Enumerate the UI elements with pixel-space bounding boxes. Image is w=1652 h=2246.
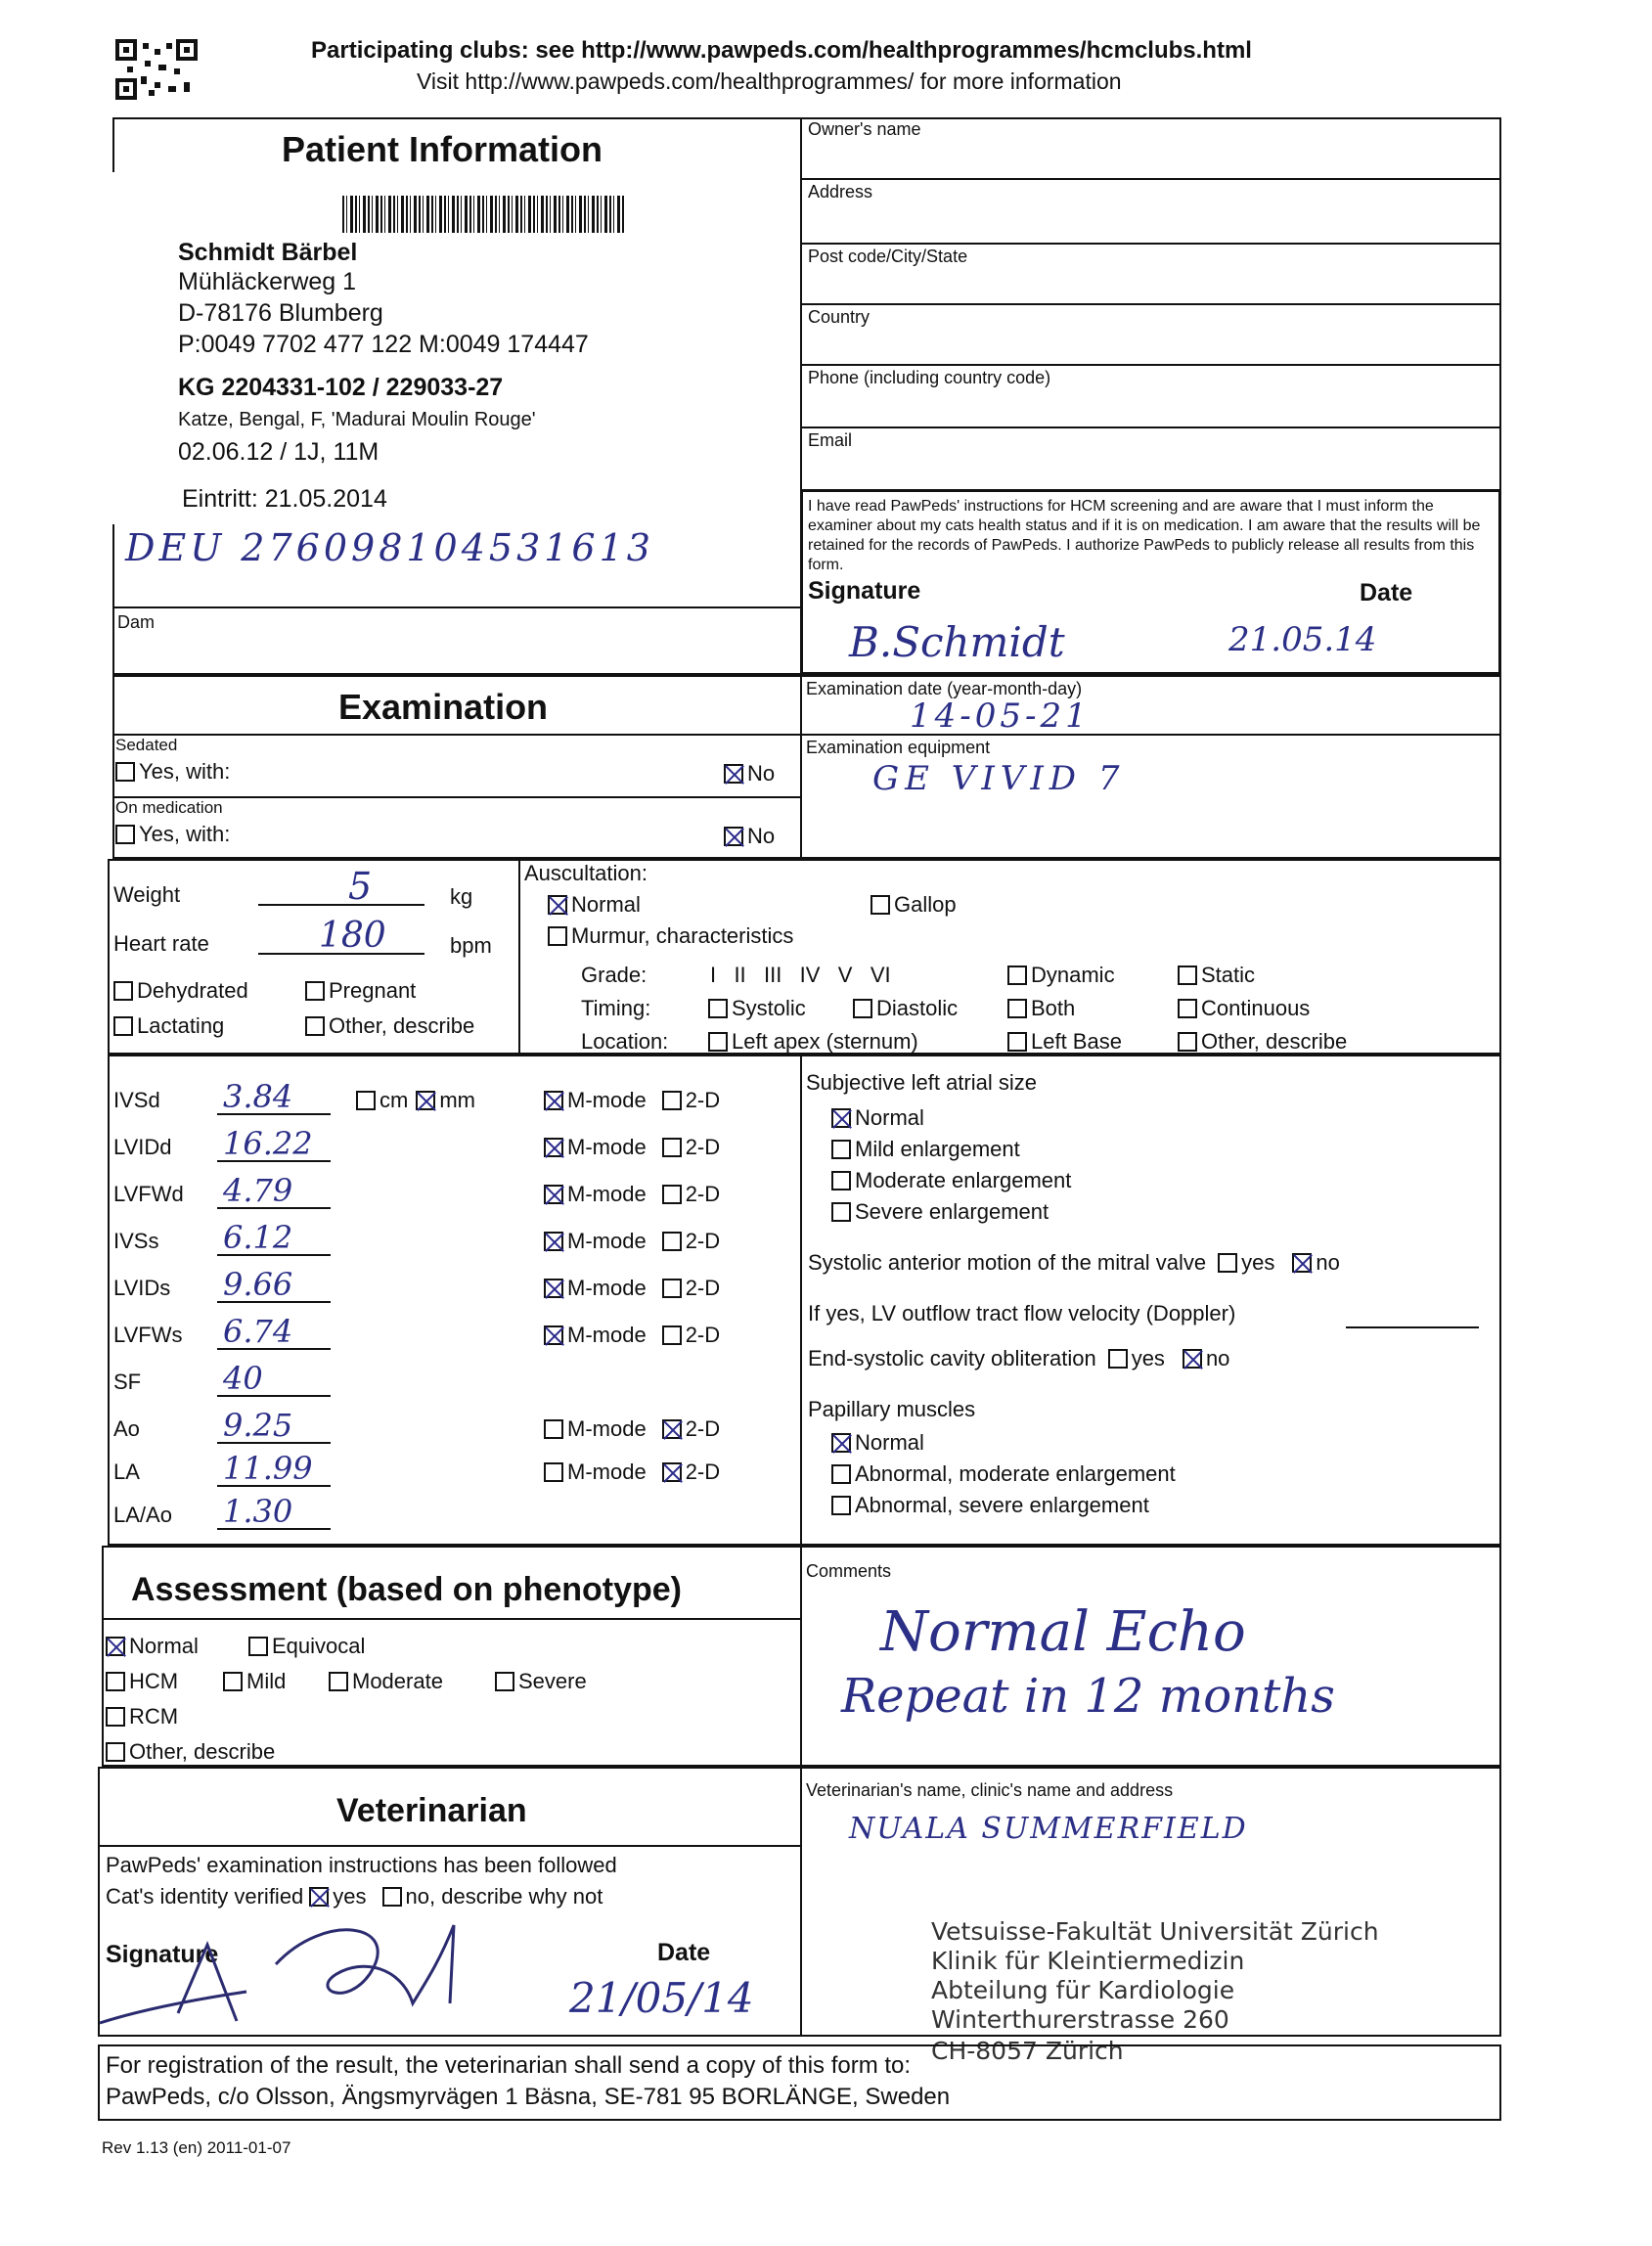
left-apex-label: Left apex (sternum) [732, 1029, 918, 1054]
gallop-label: Gallop [894, 892, 957, 917]
barcode [342, 196, 626, 233]
weight-label: Weight [113, 882, 181, 907]
mmode-checkbox[interactable] [544, 1419, 563, 1439]
measurement-label-lvfwd: LVFWd [113, 1182, 184, 1206]
sam-row [808, 1250, 1340, 1276]
vitals-other-checkbox[interactable] [305, 1016, 325, 1036]
left-apex-checkbox[interactable] [708, 1032, 728, 1052]
medication-row [115, 822, 230, 847]
sedated-yes-label: Yes, with: [139, 759, 231, 784]
sam-label: Systolic anterior motion of the mitral valve [808, 1250, 1207, 1275]
mode-selector [544, 1088, 720, 1113]
assess-mild-checkbox[interactable] [223, 1672, 243, 1691]
sticker-animal: Katze, Bengal, F, 'Madurai Moulin Rouge' [178, 409, 536, 430]
heart-rate-label: Heart rate [113, 931, 209, 956]
eso-yes-label: yes [1131, 1346, 1165, 1370]
ausc-other-row [1178, 1029, 1347, 1055]
vet-date-label: Date [657, 1939, 711, 1966]
mmode-checkbox[interactable] [544, 1138, 563, 1157]
sticker-city: D-78176 Blumberg [178, 299, 383, 327]
exam-date-label: Examination date (year-month-day) [806, 679, 1083, 698]
assess-hcm-label: HCM [129, 1669, 179, 1693]
static-label: Static [1201, 963, 1256, 987]
email-label: Email [808, 430, 853, 450]
pregnant-row [305, 978, 416, 1004]
assess-rcm-row [106, 1704, 178, 1729]
atrial-severe-label: Severe enlargement [855, 1199, 1049, 1224]
atrial-moderate-checkbox[interactable] [831, 1171, 851, 1190]
assess-mild-label: Mild [246, 1669, 287, 1693]
twod-label: 2-D [685, 1323, 721, 1347]
mmode-label: M-mode [567, 1276, 647, 1300]
sticker-name: Schmidt Bärbel [178, 239, 358, 266]
ausc-normal-label: Normal [571, 892, 641, 917]
assess-other-label: Other, describe [129, 1739, 276, 1764]
sedated-no-row [724, 761, 775, 786]
sam-yes-checkbox[interactable] [1218, 1253, 1237, 1273]
comments-line1: Normal Echo [880, 1600, 1246, 1664]
dehydrated-row [113, 978, 248, 1004]
dynamic-label: Dynamic [1031, 963, 1115, 987]
dam-label: Dam [117, 612, 156, 632]
comments-label: Comments [806, 1561, 892, 1581]
vet-instructions: PawPeds' examination instructions has been followed [106, 1853, 617, 1877]
measurement-value-la: 11.99 [223, 1450, 313, 1487]
diastolic-label: Diastolic [876, 996, 959, 1020]
vet-date: 21/05/14 [569, 1974, 754, 2022]
pap-severe-label: Abnormal, severe enlargement [855, 1493, 1149, 1517]
measurement-value-lvfws: 6.74 [223, 1313, 293, 1350]
assess-hcm-checkbox[interactable] [106, 1672, 125, 1691]
gallop-checkbox[interactable] [871, 895, 890, 915]
vitals-other-label: Other, describe [329, 1013, 475, 1038]
mmode-checkbox[interactable] [544, 1462, 563, 1482]
exam-title: Examination [338, 687, 549, 727]
assess-normal-row [106, 1634, 199, 1659]
pregnant-label: Pregnant [329, 978, 417, 1003]
atrial-normal-label: Normal [855, 1105, 924, 1130]
atrial-mild-label: Mild enlargement [855, 1137, 1020, 1161]
ausc-normal-checkbox[interactable] [548, 895, 567, 915]
papillary-title: Papillary muscles [808, 1397, 976, 1421]
mmode-label: M-mode [567, 1229, 647, 1253]
measurement-value-sf: 40 [223, 1360, 263, 1397]
owner-name-label: Owner's name [808, 119, 921, 139]
both-label: Both [1031, 996, 1076, 1020]
microchip-number: DEU 276098104531613 [125, 526, 654, 569]
mode-selector [544, 1323, 720, 1348]
assess-moderate-label: Moderate [352, 1669, 443, 1693]
static-row [1178, 963, 1255, 988]
owner-date: 21.05.14 [1228, 620, 1377, 659]
twod-checkbox[interactable] [662, 1419, 682, 1439]
qr-code [115, 39, 198, 100]
atrial-moderate-row [831, 1168, 1071, 1193]
systolic-checkbox[interactable] [708, 999, 728, 1018]
measurement-label-la: LA [113, 1460, 140, 1484]
lactating-row [113, 1013, 224, 1039]
twod-checkbox[interactable] [662, 1138, 682, 1157]
medication-label: On medication [115, 798, 223, 817]
left-apex-row [708, 1029, 918, 1055]
measurement-label-sf: SF [113, 1370, 142, 1394]
dehydrated-checkbox[interactable] [113, 981, 133, 1001]
sticker-street: Mühläckerweg 1 [178, 268, 357, 295]
twod-label: 2-D [685, 1088, 721, 1112]
mmode-checkbox[interactable] [544, 1279, 563, 1298]
lactating-label: Lactating [137, 1013, 225, 1038]
assess-normal-label: Normal [129, 1634, 199, 1658]
left-base-row [1007, 1029, 1122, 1055]
assess-moderate-checkbox[interactable] [329, 1672, 348, 1691]
mmode-checkbox[interactable] [544, 1091, 563, 1110]
murmur-label: Murmur, characteristics [571, 923, 794, 948]
header-clubs: Participating clubs: see http://www.pawpeds.com/healthprogrammes/hcmclubs.html [311, 37, 1252, 64]
systolic-label: Systolic [732, 996, 806, 1020]
continuous-checkbox[interactable] [1178, 999, 1197, 1018]
assess-other-checkbox[interactable] [106, 1742, 125, 1762]
pap-moderate-label: Abnormal, moderate enlargement [855, 1461, 1176, 1486]
murmur-row [548, 923, 793, 949]
dehydrated-label: Dehydrated [137, 978, 248, 1003]
clinic-stamp-line2: Klinik für Kleintiermedizin [931, 1947, 1245, 1975]
mmode-label: M-mode [567, 1182, 647, 1206]
assess-equivocal-label: Equivocal [272, 1634, 366, 1658]
auscultation-title: Auscultation: [524, 861, 647, 885]
consent-text: I have read PawPeds' instructions for HCM screening and are aware that I must inform the examiner about my cats health status and if it is on medication. I am aware that the results will be retained for the records of PawPeds. I authorize PawPeds to publicly release all results from this form. [808, 498, 1481, 573]
sticker-case-id: KG 2204331-102 / 229033-27 [178, 374, 504, 401]
address-label: Address [808, 182, 873, 202]
vet-title: Veterinarian [336, 1792, 527, 1829]
continuous-label: Continuous [1201, 996, 1311, 1020]
measurement-label-lvfws: LVFWs [113, 1323, 183, 1347]
twod-checkbox[interactable] [662, 1232, 682, 1251]
heart-rate-value: 180 [319, 916, 386, 956]
both-checkbox[interactable] [1007, 999, 1027, 1018]
atrial-normal-row [831, 1105, 924, 1131]
mode-selector [544, 1229, 720, 1254]
measurement-value-lvidd: 16.22 [223, 1125, 313, 1162]
measurement-value-ivsd: 3.84 [223, 1078, 293, 1115]
pregnant-checkbox[interactable] [305, 981, 325, 1001]
header-visit: Visit http://www.pawpeds.com/healthprogrammes/ for more information [417, 68, 1122, 94]
sam-yes-label: yes [1241, 1250, 1275, 1275]
identity-yes-checkbox[interactable] [309, 1887, 329, 1907]
grade-values: I II III IV V VI [710, 963, 891, 987]
sticker-dob: 02.06.12 / 1J, 11M [178, 438, 380, 466]
atrial-mild-row [831, 1137, 1020, 1162]
owner-date-label: Date [1360, 579, 1413, 606]
both-row [1007, 996, 1075, 1021]
atrial-severe-checkbox[interactable] [831, 1202, 851, 1222]
measurement-label-ao: Ao [113, 1416, 140, 1441]
pap-normal-label: Normal [855, 1430, 924, 1455]
twod-label: 2-D [685, 1416, 721, 1441]
sedated-yes-checkbox[interactable] [115, 762, 135, 782]
left-base-checkbox[interactable] [1007, 1032, 1027, 1052]
mmode-label: M-mode [567, 1088, 647, 1112]
footer-line2: PawPeds, c/o Olsson, Ängsmyrvägen 1 Bäsna, SE-781 95 BORLÄNGE, Sweden [106, 2084, 951, 2110]
measurement-label-lvids: LVIDs [113, 1276, 171, 1300]
atrial-title: Subjective left atrial size [806, 1070, 1037, 1095]
eso-yes-checkbox[interactable] [1108, 1349, 1128, 1369]
pap-severe-row [831, 1493, 1149, 1518]
measurements-block [108, 1055, 1501, 1546]
assess-equivocal-row [248, 1634, 365, 1659]
exam-date: 14-05-21 [910, 696, 1091, 736]
mode-selector [544, 1135, 720, 1160]
continuous-row [1178, 996, 1310, 1021]
exam-equipment: GE VIVID 7 [872, 759, 1126, 798]
measurement-label-la-ao: LA/Ao [113, 1503, 172, 1527]
grade-label: Grade: [581, 963, 647, 987]
revision-label: Rev 1.13 (en) 2011-01-07 [102, 2138, 291, 2157]
twod-checkbox[interactable] [662, 1462, 682, 1482]
murmur-checkbox[interactable] [548, 926, 567, 946]
assess-moderate-row [329, 1669, 443, 1694]
identity-label: Cat's identity verified [106, 1884, 304, 1909]
sam-no-checkbox[interactable] [1292, 1253, 1312, 1273]
vet-signature-label: Signature [106, 1941, 219, 1968]
mmode-label: M-mode [567, 1135, 647, 1159]
phone-label: Phone (including country code) [808, 368, 1051, 387]
comments-line2: Repeat in 12 months [841, 1669, 1335, 1724]
eso-label: End-systolic cavity obliteration [808, 1346, 1096, 1370]
measurement-value-lvfwd: 4.79 [223, 1172, 293, 1209]
weight-value: 5 [348, 865, 373, 908]
eso-no-label: no [1205, 1346, 1230, 1370]
measurement-value-ao: 9.25 [223, 1407, 293, 1444]
ausc-other-label: Other, describe [1201, 1029, 1348, 1054]
gallop-row [871, 892, 957, 918]
twod-label: 2-D [685, 1182, 721, 1206]
clinic-stamp-line5: CH-8057 Zürich [931, 2037, 1124, 2065]
identity-no-label: no, describe why not [405, 1884, 603, 1909]
assess-other-row [106, 1739, 275, 1765]
sedated-row [115, 759, 230, 785]
exam-block [112, 675, 1501, 859]
identity-yes-label: yes [333, 1884, 367, 1909]
assess-severe-label: Severe [518, 1669, 587, 1693]
assess-mild-row [223, 1669, 286, 1694]
mmode-checkbox[interactable] [544, 1325, 563, 1345]
unit-cm-label: cm [380, 1088, 409, 1112]
measurement-label-ivss: IVSs [113, 1229, 159, 1253]
weight-unit: kg [450, 884, 473, 909]
mmode-checkbox[interactable] [544, 1185, 563, 1204]
sedated-no-label: No [747, 761, 776, 786]
medication-yes-checkbox[interactable] [115, 825, 135, 844]
sticker-entry: Eintritt: 21.05.2014 [182, 485, 387, 513]
medication-no-row [724, 824, 775, 849]
pap-moderate-checkbox[interactable] [831, 1464, 851, 1484]
identity-no-checkbox[interactable] [382, 1887, 402, 1907]
ausc-other-checkbox[interactable] [1178, 1032, 1197, 1052]
pap-normal-checkbox[interactable] [831, 1433, 851, 1453]
owner-signature-label: Signature [808, 577, 921, 605]
vitals-other-row [305, 1013, 474, 1039]
timing-label: Timing: [581, 996, 651, 1020]
assess-rcm-label: RCM [129, 1704, 179, 1729]
lvot-label: If yes, LV outflow tract flow velocity (Doppler) [808, 1301, 1236, 1325]
postcode-label: Post code/City/State [808, 247, 968, 266]
footer-line1: For registration of the result, the veterinarian shall send a copy of this form to: [106, 2052, 912, 2079]
unit-mm-label: mm [439, 1088, 475, 1112]
assess-normal-checkbox[interactable] [106, 1637, 125, 1656]
mode-selector [544, 1276, 720, 1301]
unit-mm-checkbox[interactable] [416, 1091, 435, 1110]
lactating-checkbox[interactable] [113, 1016, 133, 1036]
twod-label: 2-D [685, 1229, 721, 1253]
systolic-row [708, 996, 806, 1021]
measurement-value-la-ao: 1.30 [223, 1493, 293, 1530]
mmode-label: M-mode [567, 1460, 647, 1484]
atrial-severe-row [831, 1199, 1049, 1225]
sedated-label: Sedated [115, 736, 178, 754]
twod-label: 2-D [685, 1460, 721, 1484]
mmode-label: M-mode [567, 1416, 647, 1441]
sticker-phone: P:0049 7702 477 122 M:0049 174447 [178, 331, 589, 358]
assessment-title: Assessment (based on phenotype) [131, 1571, 683, 1608]
pap-normal-row [831, 1430, 924, 1456]
atrial-normal-checkbox[interactable] [831, 1108, 851, 1128]
measurement-value-lvids: 9.66 [223, 1266, 293, 1303]
medication-no-label: No [747, 824, 776, 848]
eso-no-checkbox[interactable] [1183, 1349, 1202, 1369]
assess-rcm-checkbox[interactable] [106, 1707, 125, 1727]
measurement-value-ivss: 6.12 [223, 1219, 293, 1256]
medication-no-checkbox[interactable] [724, 827, 743, 846]
assess-equivocal-checkbox[interactable] [248, 1637, 268, 1656]
diastolic-checkbox[interactable] [853, 999, 872, 1018]
country-label: Country [808, 307, 871, 327]
vet-name-label: Veterinarian's name, clinic's name and address [806, 1780, 1174, 1800]
eso-row [808, 1346, 1229, 1371]
measurement-label-lvidd: LVIDd [113, 1135, 172, 1159]
unit-cm-checkbox[interactable] [356, 1091, 376, 1110]
patient-info-title: Patient Information [282, 129, 603, 169]
equipment-label: Examination equipment [806, 738, 991, 757]
clinic-stamp-line1: Vetsuisse-Fakultät Universität Zürich [931, 1917, 1379, 1946]
vet-name: NUALA SUMMERFIELD [849, 1812, 1248, 1846]
twod-label: 2-D [685, 1135, 721, 1159]
medication-yes-label: Yes, with: [139, 822, 231, 846]
vet-signature-scribble [90, 1906, 481, 2039]
left-base-label: Left Base [1031, 1029, 1122, 1054]
twod-label: 2-D [685, 1276, 721, 1300]
owner-signature: B.Schmidt [849, 618, 1065, 666]
twod-checkbox[interactable] [662, 1325, 682, 1345]
dynamic-row [1007, 963, 1115, 988]
pap-moderate-row [831, 1461, 1176, 1487]
dynamic-checkbox[interactable] [1007, 966, 1027, 985]
mmode-checkbox[interactable] [544, 1232, 563, 1251]
twod-checkbox[interactable] [662, 1091, 682, 1110]
ausc-normal-row [548, 892, 641, 918]
sedated-no-checkbox[interactable] [724, 764, 743, 784]
sam-no-label: no [1316, 1250, 1340, 1275]
assess-severe-checkbox[interactable] [495, 1672, 514, 1691]
heart-rate-unit: bpm [450, 933, 492, 958]
pap-severe-checkbox[interactable] [831, 1496, 851, 1515]
mmode-label: M-mode [567, 1323, 647, 1347]
mode-selector [544, 1182, 720, 1207]
mode-selector [544, 1460, 720, 1485]
location-label: Location: [581, 1029, 669, 1054]
twod-checkbox[interactable] [662, 1279, 682, 1298]
clinic-stamp-line3: Abteilung für Kardiologie [931, 1976, 1235, 2004]
static-checkbox[interactable] [1178, 966, 1197, 985]
assess-hcm-row [106, 1669, 178, 1694]
twod-checkbox[interactable] [662, 1185, 682, 1204]
clinic-stamp-line4: Winterthurerstrasse 260 [931, 2005, 1229, 2034]
atrial-moderate-label: Moderate enlargement [855, 1168, 1072, 1192]
diastolic-row [853, 996, 958, 1021]
atrial-mild-checkbox[interactable] [831, 1140, 851, 1159]
unit-selector [356, 1088, 475, 1113]
measurement-label-ivsd: IVSd [113, 1088, 160, 1112]
assess-severe-row [495, 1669, 587, 1694]
mode-selector [544, 1416, 720, 1442]
